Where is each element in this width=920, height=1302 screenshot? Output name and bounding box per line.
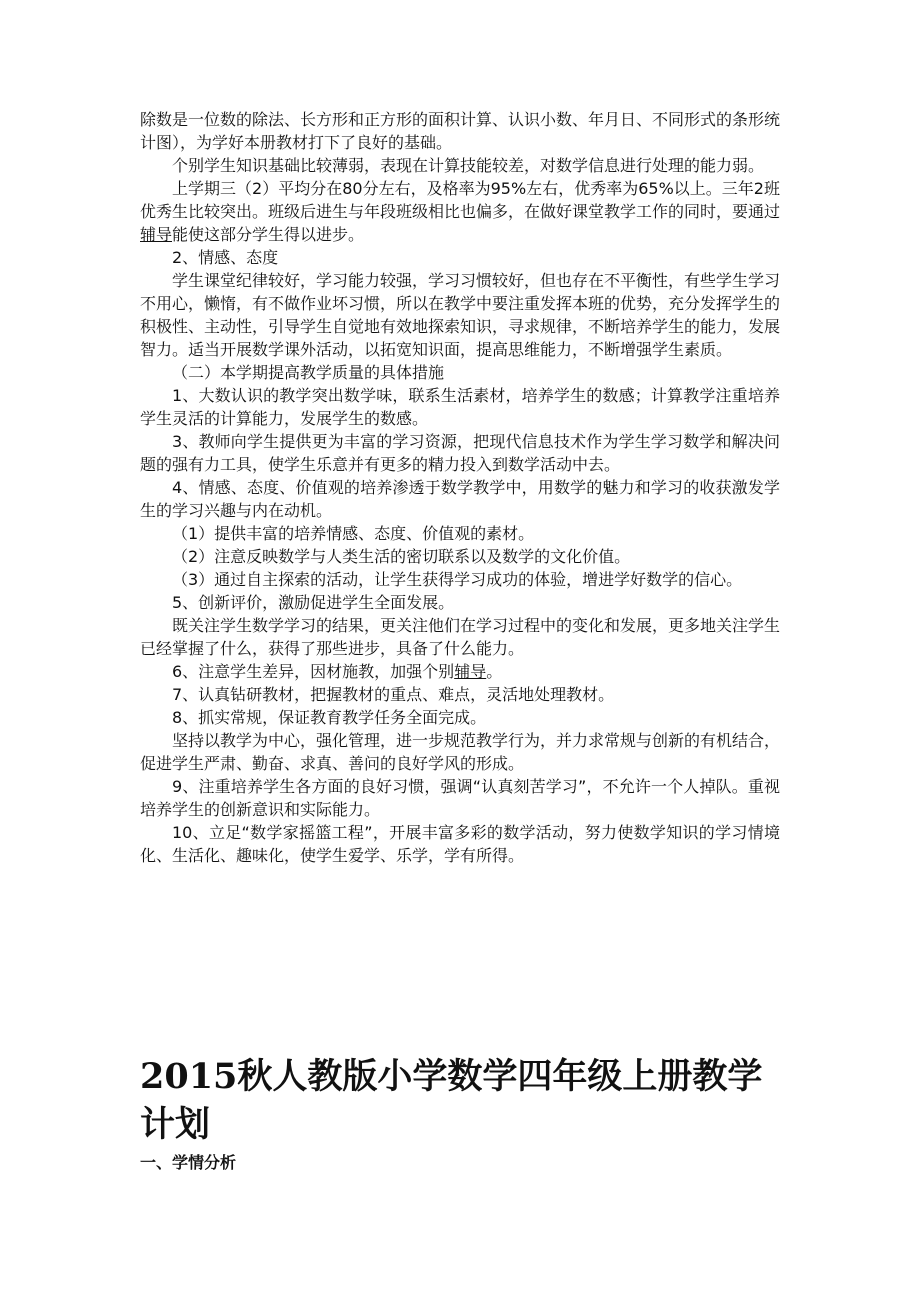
paragraph-5 xyxy=(140,269,780,361)
paragraph-1 xyxy=(140,108,780,154)
subheading-measures xyxy=(140,361,780,384)
paragraph-20 xyxy=(140,821,780,867)
paragraph-text: 。 xyxy=(486,662,503,681)
paragraph-text: 9、注重培养学生各方面的良好习惯，强调“认真刻苦学习”，不允许一个人掉队。重视培养学生的创新意识和实际能力。 xyxy=(140,777,780,819)
paragraph-text: 能使这部分学生得以进步。 xyxy=(172,225,365,244)
paragraph-text: 坚持以教学为中心，强化管理，进一步规范教学行为，并力求常规与创新的有机结合，促进学生严肃、勤奋、求真、善问的良好学风的形成。 xyxy=(140,731,781,773)
paragraph-7 xyxy=(140,384,780,430)
paragraph-14 xyxy=(140,614,780,660)
paragraph-text: 上学期三（2）平均分在80分左右，及格率为95%左右，优秀率为65%以上。三年2班优秀生比较突出。班级后进生与年段班级相比也偏多，在做好课堂教学工作的同时，要通过 xyxy=(140,179,781,221)
paragraph-text: 学生课堂纪律较好，学习能力较强，学习习惯较好，但也存在不平衡性，有些学生学习不用心，懒惰，有不做作业坏习惯，所以在教学中要注重发挥本班的优势，充分发挥学生的积极性、主动性，引导学生自觉地有效地探索知识，寻求规律，不断培养学生的能力，发展智力。适当开展数学课外活动，以拓宽知识面，提高思维能力，不断增强学生素质。 xyxy=(140,271,781,359)
paragraph-10 xyxy=(140,522,780,545)
paragraph-15 xyxy=(140,660,780,683)
paragraph-12 xyxy=(140,568,780,591)
paragraph-17 xyxy=(140,706,780,729)
document-heading-block xyxy=(140,1053,790,1175)
paragraph-9 xyxy=(140,476,780,522)
paragraph-text: （二）本学期提高教学质量的具体措施 xyxy=(172,363,445,382)
paragraph-2 xyxy=(140,154,780,177)
paragraph-text: 5、创新评价，激励促进学生全面发展。 xyxy=(172,593,455,612)
paragraph-text: （1）提供丰富的培养情感、态度、价值观的素材。 xyxy=(172,524,535,543)
subheading-emotion-attitude xyxy=(140,246,780,269)
paragraph-text: 既关注学生数学学习的结果，更关注他们在学习过程中的变化和发展，更多地关注学生已经掌握了什么，获得了那些进步，具备了什么能力。 xyxy=(140,616,781,658)
paragraph-13 xyxy=(140,591,780,614)
paragraph-3 xyxy=(140,177,780,246)
paragraph-8 xyxy=(140,430,780,476)
paragraph-19 xyxy=(140,775,780,821)
document-body xyxy=(140,108,780,867)
paragraph-text: 除数是一位数的除法、长方形和正方形的面积计算、认识小数、年月日、不同形式的条形统计图），为学好本册教材打下了良好的基础。 xyxy=(140,110,781,152)
paragraph-text: 6、注意学生差异，因材施教，加强个别 xyxy=(172,662,455,681)
paragraph-text: 8、抓实常规，保证教育教学任务全面完成。 xyxy=(172,708,487,727)
paragraph-text: 7、认真钻研教材，把握教材的重点、难点，灵活地处理教材。 xyxy=(172,685,615,704)
document-title: 2015秋人教版小学数学四年级上册教学计划 xyxy=(140,1056,763,1145)
underlined-link-tutoring[interactable]: 辅导 xyxy=(454,662,487,681)
paragraph-text: 3、教师向学生提供更为丰富的学习资源，把现代信息技术作为学生学习数学和解决问题的强有力工具，使学生乐意并有更多的精力投入到数学活动中去。 xyxy=(140,432,780,474)
paragraph-text: 2、情感、态度 xyxy=(172,248,279,267)
paragraph-18 xyxy=(140,729,780,775)
paragraph-11 xyxy=(140,545,780,568)
section-heading: 一、学情分析 xyxy=(140,1153,237,1172)
paragraph-16 xyxy=(140,683,780,706)
paragraph-text: 个别学生知识基础比较薄弱，表现在计算技能较差，对数学信息进行处理的能力弱。 xyxy=(172,156,765,175)
paragraph-text: （3）通过自主探索的活动，让学生获得学习成功的体验，增进学好数学的信心。 xyxy=(172,570,743,589)
underlined-link-tutoring[interactable]: 辅导 xyxy=(140,225,173,244)
paragraph-text: （2）注意反映数学与人类生活的密切联系以及数学的文化价值。 xyxy=(172,547,631,566)
paragraph-text: 10、立足“数学家摇篮工程”，开展丰富多彩的数学活动，努力使数学知识的学习情境化、生活化、趣味化，使学生爱学、乐学，学有所得。 xyxy=(140,823,780,865)
paragraph-text: 1、大数认识的教学突出数学味，联系生活素材，培养学生的数感；计算教学注重培养学生灵活的计算能力，发展学生的数感。 xyxy=(140,386,780,428)
paragraph-text: 4、情感、态度、价值观的培养渗透于数学教学中，用数学的魅力和学习的收获激发学生的学习兴趣与内在动机。 xyxy=(140,478,780,520)
